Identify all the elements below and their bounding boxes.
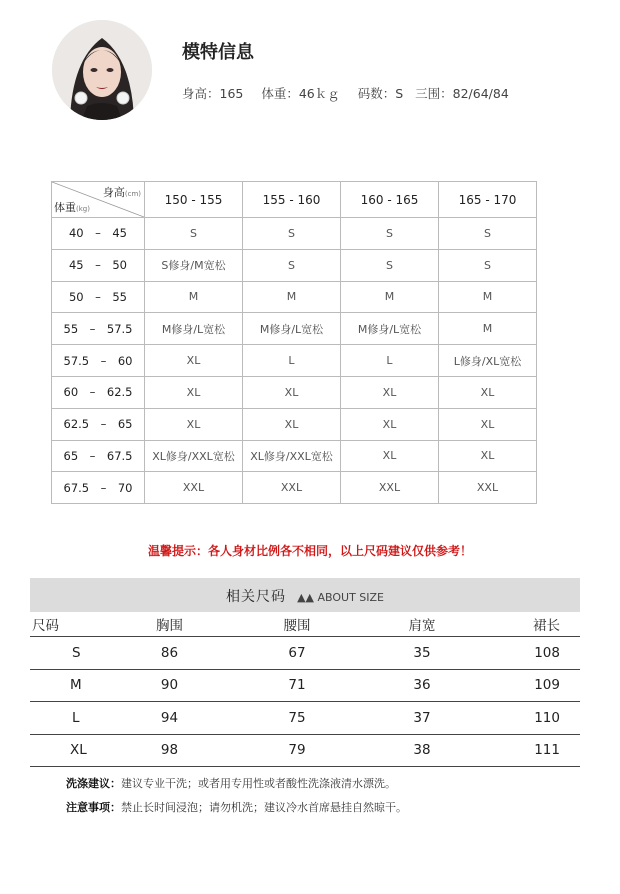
size-guide-row (52, 440, 537, 472)
shoulder-value: 35 (413, 644, 431, 661)
weight-range-label: 57.5 – 60 (52, 345, 145, 377)
wash-advice-text: 建议专业干洗；或者用专用性或者酸性洗涤液清水漂洗。 (121, 777, 396, 790)
chest-value: 90 (160, 677, 179, 694)
model-weight: 体重：46ｋｇ (261, 86, 340, 101)
height-range-header: 165 - 170 (439, 182, 537, 218)
size-cell: S (439, 218, 537, 250)
size-cell: XL (439, 376, 537, 408)
size-cell: XL (145, 376, 243, 408)
waist-value: 79 (288, 742, 306, 759)
size-guide-row (52, 472, 537, 504)
height-range-header: 155 - 160 (243, 182, 341, 218)
model-height: 身高：165 (182, 86, 244, 101)
size-cell: XL (145, 345, 243, 377)
column-header: 裙长 (533, 618, 560, 634)
column-header: 肩宽 (408, 618, 436, 634)
size-cell: M修身/L宽松 (145, 313, 243, 345)
length-value: 109 (534, 677, 560, 694)
size-cell: XXL (243, 472, 341, 504)
care-notice-label: 注意事项： (66, 801, 121, 814)
corner-weight-unit: (kg) (76, 205, 90, 213)
waist-value: 71 (288, 677, 306, 694)
size-cell: XL (145, 408, 243, 440)
weight-range-label: 55 – 57.5 (52, 313, 145, 345)
size-cell: S修身/M宽松 (145, 249, 243, 281)
model-stats (182, 84, 523, 102)
height-range-header: 150 - 155 (145, 182, 243, 218)
size-cell: S (341, 249, 439, 281)
size-cell: XL (243, 408, 341, 440)
corner-cell (52, 182, 145, 218)
size-label: XL (70, 742, 87, 759)
size-cell: XL (341, 408, 439, 440)
size-cell: L修身/XL宽松 (439, 345, 537, 377)
column-header: 胸围 (156, 618, 183, 634)
weight-range-label: 60 – 62.5 (52, 376, 145, 408)
size-chart-row (30, 735, 580, 768)
model-avatar (52, 20, 152, 120)
size-cell: L (243, 345, 341, 377)
height-range-header: 160 - 165 (341, 182, 439, 218)
shoulder-value: 38 (413, 742, 431, 759)
size-chart-title: 相关尺码 (225, 589, 286, 605)
size-guide-row (52, 249, 537, 281)
size-cell: L (341, 345, 439, 377)
weight-range-label: 40 – 45 (52, 218, 145, 250)
size-guide-row (52, 376, 537, 408)
model-info (0, 0, 620, 150)
length-value: 111 (534, 742, 560, 759)
size-label: L (72, 709, 80, 726)
chest-value: 98 (160, 742, 179, 759)
wash-advice (66, 775, 396, 791)
size-label: M (70, 677, 82, 694)
weight-range-label: 65 – 67.5 (52, 440, 145, 472)
size-cell: S (439, 249, 537, 281)
size-chart-header-bar (30, 578, 580, 612)
size-cell: XL (439, 408, 537, 440)
size-chart-row (30, 670, 580, 703)
model-title: 模特信息 (182, 42, 254, 63)
corner-height-label: 身高 (102, 186, 125, 199)
size-guide-row (52, 313, 537, 345)
chest-value: 86 (160, 644, 179, 661)
size-chart-row (30, 637, 580, 670)
waist-value: 75 (288, 709, 306, 726)
weight-range-label: 67.5 – 70 (52, 472, 145, 504)
size-guide-row (52, 218, 537, 250)
size-cell: XXL (341, 472, 439, 504)
size-cell: XL (341, 440, 439, 472)
size-label: S (72, 644, 81, 661)
size-chart-row (30, 702, 580, 735)
size-cell: S (341, 218, 439, 250)
size-cell: XL (439, 440, 537, 472)
length-value: 110 (534, 709, 560, 726)
length-value: 108 (534, 644, 560, 661)
care-notice-text: 禁止长时间浸泡；请勿机洗；建议冷水首席悬挂自然晾干。 (121, 801, 407, 814)
size-cell: M (145, 281, 243, 313)
size-chart-subtitle: ▲▲ ABOUT SIZE (297, 591, 385, 604)
column-header: 腰围 (283, 618, 311, 634)
size-cell: S (243, 249, 341, 281)
chest-value: 94 (160, 709, 179, 726)
corner-height-unit: (cm) (124, 190, 141, 198)
size-cell: XL修身/XXL宽松 (243, 440, 341, 472)
weight-range-label: 50 – 55 (52, 281, 145, 313)
weight-range-label: 62.5 – 65 (52, 408, 145, 440)
size-guide-row (52, 281, 537, 313)
size-cell: M (439, 281, 537, 313)
size-cell: M (341, 281, 439, 313)
size-cell: XXL (439, 472, 537, 504)
shoulder-value: 36 (413, 677, 431, 694)
weight-range-label: 45 – 50 (52, 249, 145, 281)
size-cell: XXL (145, 472, 243, 504)
size-cell: XL修身/XXL宽松 (145, 440, 243, 472)
size-cell: S (145, 218, 243, 250)
size-guide-row (52, 408, 537, 440)
model-measurements: 三围：82/64/84 (415, 86, 509, 101)
size-chart-table (30, 612, 580, 767)
care-notice (66, 799, 407, 815)
size-cell: M (439, 313, 537, 345)
size-cell: M (243, 281, 341, 313)
size-guide-table (51, 181, 537, 504)
size-guide-header-row (52, 182, 537, 218)
column-header: 尺码 (32, 618, 59, 634)
size-cell: S (243, 218, 341, 250)
waist-value: 67 (288, 644, 306, 661)
wash-advice-label: 洗涤建议： (66, 777, 121, 790)
model-size: 码数：S (357, 86, 404, 101)
warm-tip: 温馨提示：各人身材比例各不相同，以上尺码建议仅供参考！ (147, 544, 472, 558)
size-cell: XL (341, 376, 439, 408)
size-cell: M修身/L宽松 (341, 313, 439, 345)
size-chart-header-row (30, 612, 580, 637)
size-guide-row (52, 345, 537, 377)
size-cell: XL (243, 376, 341, 408)
size-cell: M修身/L宽松 (243, 313, 341, 345)
shoulder-value: 37 (413, 709, 431, 726)
corner-weight-label: 体重 (54, 201, 76, 214)
